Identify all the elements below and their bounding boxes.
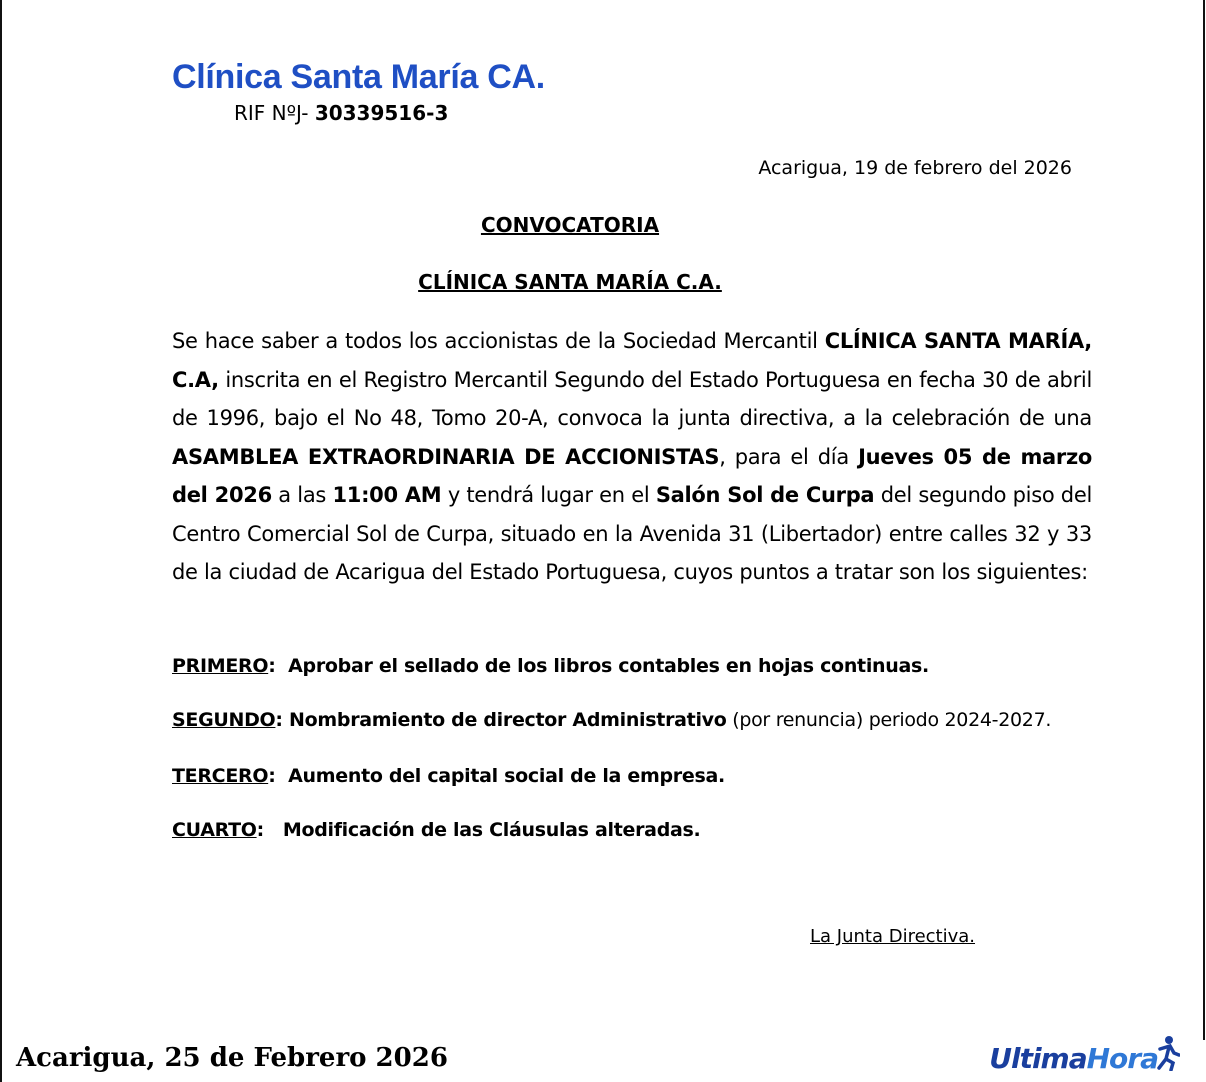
publication-date: Acarigua, 25 de Febrero 2026: [16, 1043, 448, 1073]
body-meeting-date: Jueves 05 de marzo del 2026: [172, 444, 1093, 507]
agenda-item: CUARTO: Modificación de las Cláusulas alteradas.: [172, 819, 701, 841]
agenda-item: SEGUNDO: Nombramiento de director Administrativo (por renuncia) periodo 2024-2027.: [172, 709, 1052, 731]
agenda-item-text: Aprobar el sellado de los libros contables en hojas continuas.: [288, 655, 929, 677]
rif-label: RIF NºJ-: [234, 101, 309, 125]
logo-word-1: Ultima: [989, 1041, 1087, 1075]
body-company-name: CLÍNICA SANTA MARÍA, C.A,: [172, 329, 1092, 392]
signature: La Junta Directiva.: [810, 926, 976, 947]
body-text-1: Se hace saber a todos los accionistas de la Sociedad Mercantil: [172, 329, 825, 353]
letter-date: Acarigua, 19 de febrero del 2026: [758, 157, 1072, 179]
agenda-item-label: CUARTO: [172, 819, 257, 841]
body-text-6: del segundo piso del Centro Comercial Sol de Curpa, situado en la Avenida 31 (Libertador) entre calles 32 y 33 de la ciudad de Acarigua del Estado Portuguesa, cuyos puntos a tratar son los siguientes:: [172, 483, 1092, 584]
body-assembly-type: ASAMBLEA EXTRAORDINARIA DE ACCIONISTAS: [172, 444, 720, 469]
agenda-item-label: PRIMERO: [172, 655, 269, 677]
rif-number: 30339516-3: [314, 101, 449, 125]
page-border-left: [0, 0, 2, 1082]
agenda-item-text: Nombramiento de director Administrativo: [289, 709, 727, 731]
announcement-paragraph: [172, 322, 1092, 592]
body-text-4: a las: [271, 483, 333, 507]
page-border-right: [1203, 0, 1205, 1040]
document-title: CONVOCATORIA: [480, 213, 660, 237]
agenda-item: PRIMERO: Aprobar el sellado de los libros contables en hojas continuas.: [172, 655, 929, 677]
company-name: Clínica Santa María CA.: [172, 58, 545, 96]
body-text-5: y tendrá lugar en el: [441, 483, 656, 507]
body-text-2: inscrita en el Registro Mercantil Segundo del Estado Portuguesa en fecha 30 de abril de 1996, bajo el No 48, Tomo 20-A, convoca la junta directiva, a la celebración de una: [172, 367, 1092, 430]
body-venue: Salón Sol de Curpa: [655, 483, 875, 507]
ultima-hora-logo: [989, 1036, 1180, 1080]
agenda-item-note: (por renuncia) periodo 2024-2027.: [726, 709, 1052, 731]
logo-word-2: Hora: [1086, 1041, 1158, 1075]
runner-icon: [1154, 1035, 1180, 1071]
agenda-item-label: TERCERO: [172, 765, 269, 787]
agenda-item-label: SEGUNDO: [172, 709, 276, 731]
agenda-item-text: Aumento del capital social de la empresa.: [288, 765, 725, 787]
rif-line: [234, 101, 448, 125]
agenda-item-text: Modificación de las Cláusulas alteradas.: [282, 819, 701, 841]
body-text-3: , para el día: [719, 444, 859, 469]
agenda-item: TERCERO: Aumento del capital social de la empresa.: [172, 765, 725, 787]
body-meeting-time: 11:00 AM: [332, 483, 442, 507]
document-subtitle: CLÍNICA SANTA MARÍA C.A.: [418, 270, 722, 294]
